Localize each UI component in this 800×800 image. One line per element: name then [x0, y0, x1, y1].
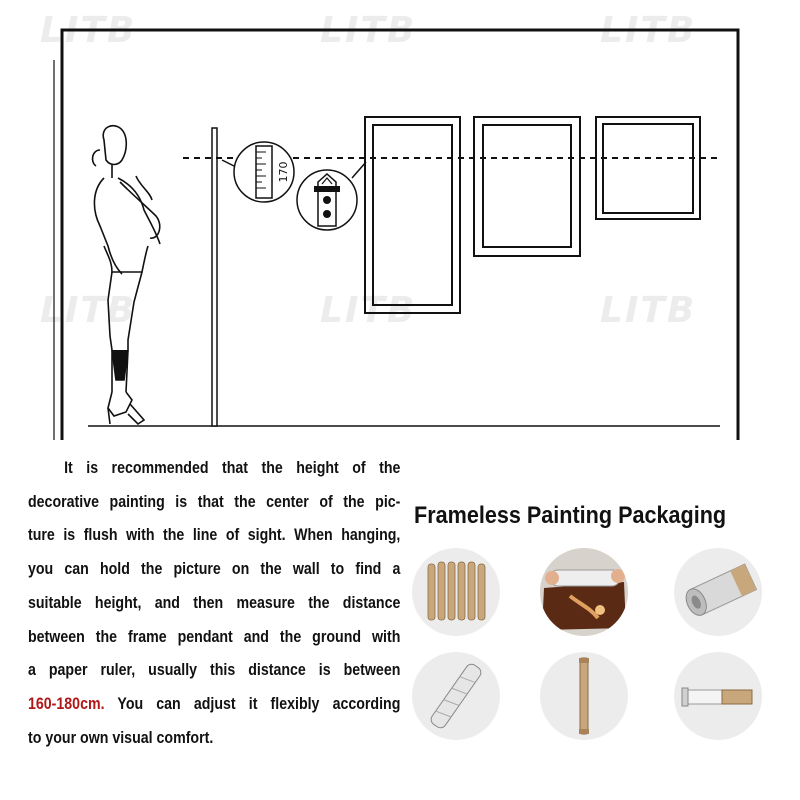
height-range: 160-180cm.	[28, 694, 105, 713]
instruction-line: a paper ruler, usually this distance is between	[28, 661, 401, 680]
painting-frame-tall	[365, 117, 460, 313]
tube-end-photo	[674, 548, 762, 636]
rolled-tubes-photo	[412, 548, 500, 636]
instruction-line: to your own visual comfort.	[28, 728, 214, 747]
wrapped-roll-photo	[412, 652, 500, 740]
watermark: LITB	[600, 290, 697, 331]
hanging-instructions	[28, 452, 400, 755]
rolling-canvas-photo	[540, 548, 628, 636]
instruction-line: between the frame pendant and the ground with	[28, 627, 401, 646]
painting-frame-medium	[474, 117, 580, 256]
painting-frame-small	[596, 117, 700, 219]
watermark: LITB	[600, 10, 697, 51]
ruler-label: 170	[277, 161, 290, 183]
measuring-pole	[212, 128, 217, 426]
watermark: LITB	[320, 10, 417, 51]
ruler-bubble	[222, 142, 294, 202]
instruction-line: It is recommended that the height of the	[64, 459, 401, 477]
watermark: LITB	[320, 290, 417, 331]
woman-figure	[93, 126, 160, 424]
single-tube-photo	[540, 652, 628, 740]
watermark: LITB	[40, 10, 137, 51]
instruction-line: decorative painting is that the center of the pic-	[28, 492, 401, 511]
watermark: LITB	[40, 290, 137, 331]
instruction-line: ture is flush with the line of sight. When hanging,	[28, 526, 401, 545]
instruction-line: you can hold the picture on the wall to find a	[28, 560, 401, 579]
packaging-title: Frameless Painting Packaging	[414, 502, 727, 529]
instruction-line: suitable height, and then measure the distance	[28, 593, 401, 612]
instruction-line: You can adjust it flexibly according	[104, 694, 401, 713]
capped-tube-photo	[674, 652, 762, 740]
wall-outline	[62, 30, 738, 440]
pendant-bubble	[297, 162, 366, 230]
